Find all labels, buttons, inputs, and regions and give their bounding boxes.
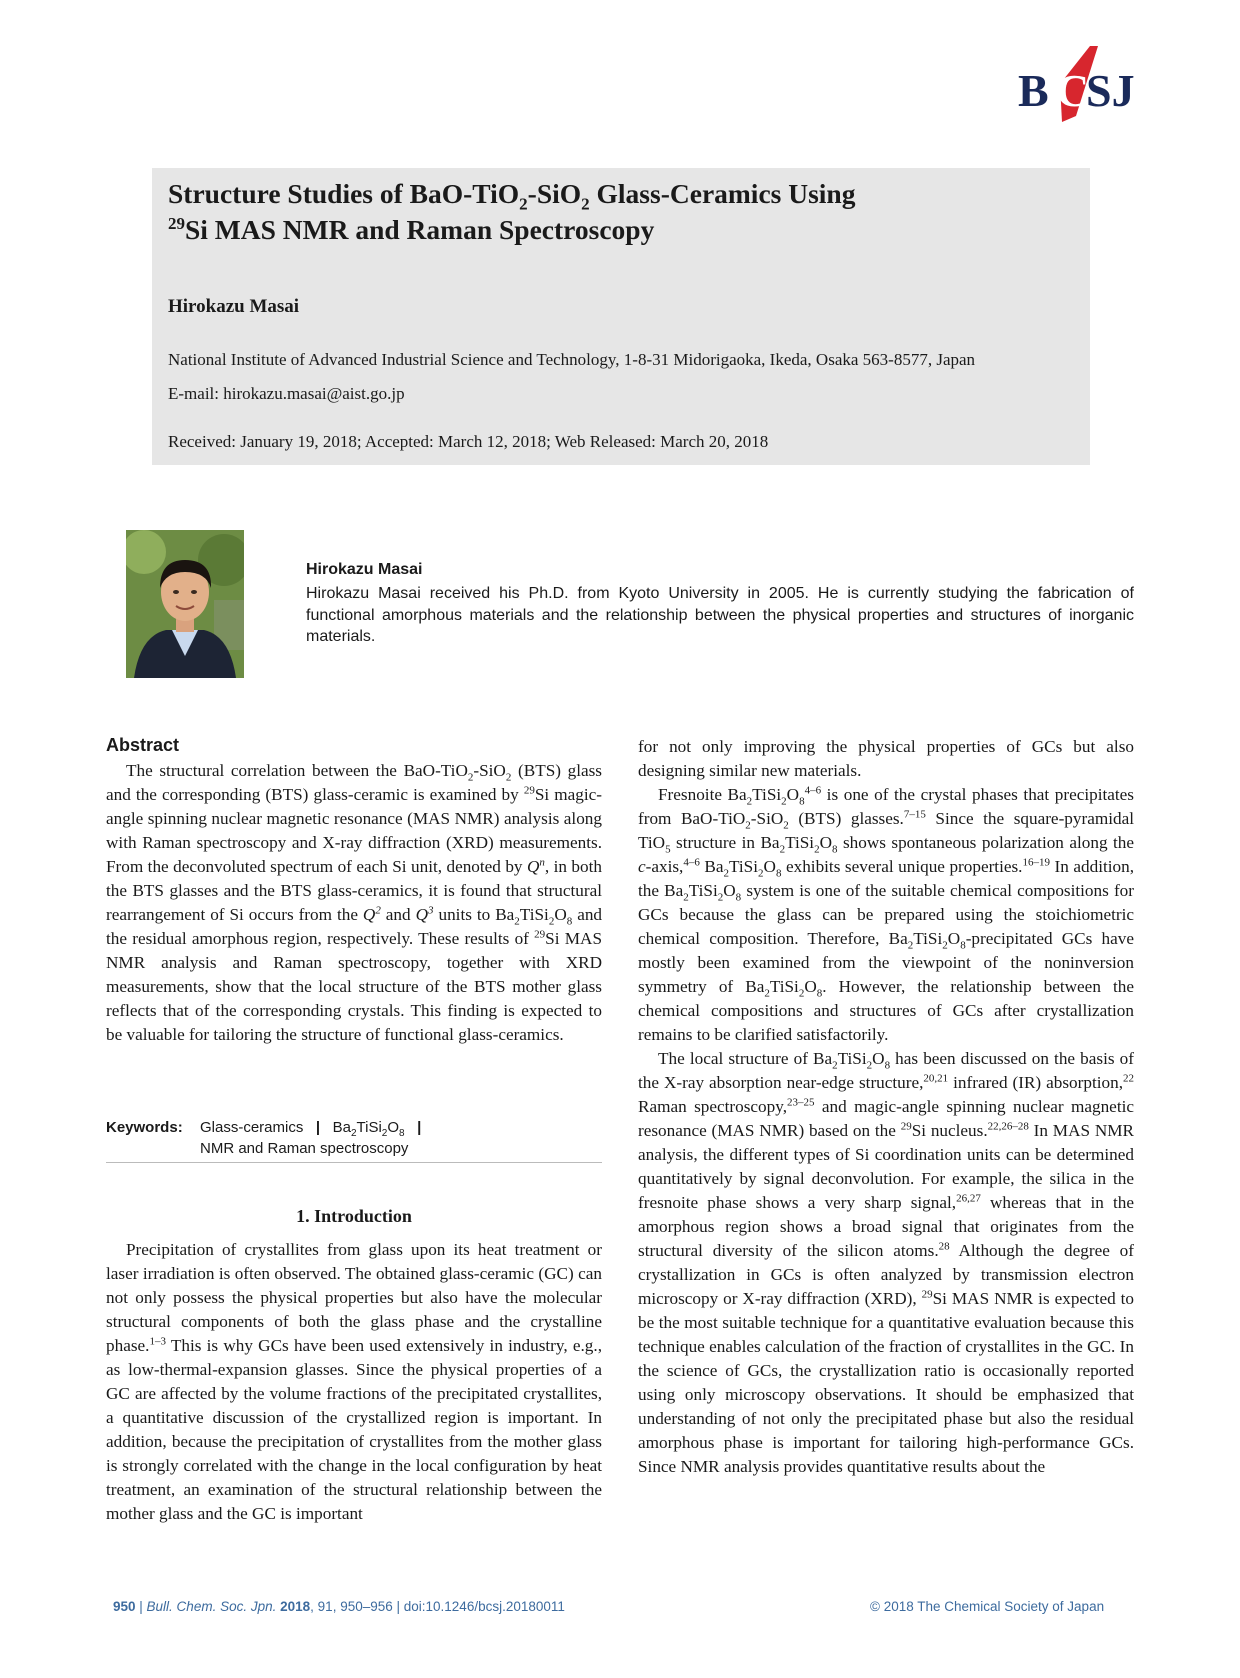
- footer-copyright: © 2018 The Chemical Society of Japan: [870, 1599, 1105, 1614]
- abstract-heading: Abstract: [106, 735, 180, 755]
- keywords-divider: [106, 1162, 602, 1163]
- article-title: Structure Studies of BaO-TiO$_2$-SiO$_2$ Glass-Ceramics Using $^{29}$Si MAS NMR and Raman Spectroscopy: [168, 178, 856, 245]
- keyword: NMR and Raman spectroscopy: [200, 1140, 409, 1157]
- author-name: Hirokazu Masai: [168, 296, 300, 317]
- intro-body-left: Precipitation of crystallites from glass upon its heat treatment or laser irradiation is often observed. The obtained glass-ceramic (GC) can not only possess the physical properties but also have the molecular structural components of both the glass phase and the crystalline phase.$^{1-3}$ This is why GCs have been used extensively in industry, e.g., as low-thermal-expansion glasses. Since the physical properties of a GC are affected by the volume fractions of the precipitated crystallites, a quantitative discussion of the crystallized region is important. In addition, because the precipitation of crystallites from the mother glass is strongly correlated with the change in the local configuration by heat treatment, an examination of the structural relationship between the mother glass and the GC is important: [106, 1240, 602, 1523]
- bcsj-logo: [1012, 44, 1140, 126]
- bio-name: Hirokazu Masai: [306, 561, 423, 578]
- section-heading: 1. Introduction: [296, 1206, 412, 1226]
- author-photo: [126, 530, 244, 678]
- svg-text:SJ: SJ: [1086, 65, 1135, 116]
- intro-body-right: for not only improving the physical properties of GCs but also designing similar new materials. Fresnoite $Ba_2TiSi_2O_8^{4-6}$ is one of the crystal phases that precipitates from BaO-TiO$_2$-SiO$_2$ (BTS) glasses.$^{7-15}$ Since the square-pyramidal TiO$_5$ structure in $Ba_2TiSi_2O_8$ shows spontaneous polarization along the c-axis,$^{4-6}$ $Ba_2TiSi_2O_8$ exhibits several unique properties.$^{16-19}$ In addition, the $Ba_2TiSi_2O_8$ system is one of the suitable chemical compositions for GCs because the glass can be prepared using the stoichiometric chemical composition. Therefore, $Ba_2TiSi_2O_8$-precipitated GCs have mostly been examined from the viewpoint of the noninversion symmetry of $Ba_2TiSi_2O_8$. However, the relationship between the chemical compositions and structures of GCs after crystallization remains to be clarified satisfactorily. The local structure of $Ba_2TiSi_2O_8$ has been discussed on the basis of the X-ray absorption near-edge structure,$^{20,21}$ infrared (IR) absorption,$^{22}$ Raman spectroscopy,$^{23-25}$ and magic-angle spinning nuclear magnetic resonance (MAS NMR) based on the $^{29}$Si nucleus.$^{22,26-28}$ In MAS NMR analysis, the different types of Si coordination units can be determined quantitatively by signal deconvolution. For example, the silica in the fresnoite phase shows a very sharp signal,$^{26,27}$ whereas that in the amorphous region shows a broad signal that originates from the structural diversity of the silicon atoms.$^{28}$ Although the degree of crystallization in GCs is often analyzed by transmission electron microscopy or X-ray diffraction (XRD), $^{29}$Si MAS NMR is expected to be the most suitable technique for a quantitative evaluation because this technique enables calculation of the fraction of crystallites in the GC. In the science of GCs, the crystallization ratio is occasionally reported using only microscopy observations. It should be emphasized that understanding of not only the precipitated phase but also the residual amorphous phase is important for tailoring high-performance GCs. Since NMR analysis provides quantitative results about the: [638, 737, 1135, 1476]
- svg-text:C: C: [1056, 65, 1090, 116]
- dates: Received: January 19, 2018; Accepted: March 12, 2018; Web Released: March 20, 2018: [168, 432, 769, 451]
- keyword: $Ba_2TiSi_2O_8$: [332, 1119, 405, 1139]
- email[interactable]: E-mail: hirokazu.masai@aist.go.jp: [168, 384, 405, 403]
- keywords-label: Keywords:: [106, 1119, 183, 1136]
- affiliation: National Institute of Advanced Industrial Science and Technology, 1-8-31 Midorigaoka, Ikeda, Osaka 563-8577, Japan: [168, 350, 976, 369]
- bio-text: Hirokazu Masai received his Ph.D. from Kyoto University in 2005. He is currently studying the fabrication of functional amorphous materials and the relationship between the physical properties and structures of inorganic materials.: [306, 585, 1134, 645]
- keyword: Glass-ceramics: [200, 1119, 304, 1136]
- footer-citation: 950 | Bull. Chem. Soc. Jpn. 2018, 91, 950–956 | doi:10.1246/bcsj.20180011: [113, 1599, 565, 1614]
- abstract-body: The structural correlation between the BaO-TiO$_2$-SiO$_2$ (BTS) glass and the corresponding (BTS) glass-ceramic is examined by $^{29}$Si magic-angle spinning nuclear magnetic resonance (MAS NMR) analysis along with Raman spectroscopy and X-ray diffraction (XRD) measurements. From the deconvoluted spectrum of each Si unit, denoted by $Q^n$, in both the BTS glasses and the BTS glass-ceramics, it is found that structural rearrangement of Si occurs from the $Q^2$ and $Q^3$ units to $Ba_2TiSi_2O_8$ and the residual amorphous region, respectively. These results of $^{29}$Si MAS NMR analysis and Raman spectroscopy, together with XRD measurements, show that the local structure of the BTS mother glass reflects that of the corresponding crystals. This finding is expected to be valuable for tailoring the structure of functional glass-ceramics.: [106, 761, 603, 1044]
- svg-text:B: B: [1018, 65, 1049, 116]
